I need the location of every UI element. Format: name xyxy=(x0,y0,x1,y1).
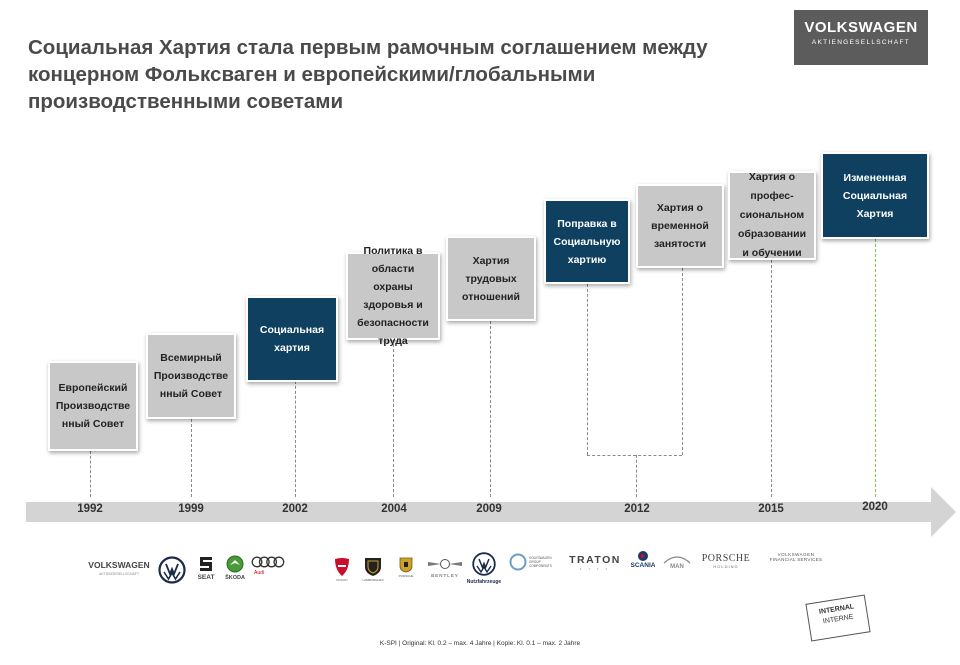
milestone-2020-box xyxy=(821,152,929,239)
ducati-shield-icon xyxy=(333,557,351,577)
brand-components-text: VOLKSWAGEN GROUP COMPONENTS xyxy=(529,556,552,568)
brand-vwfs-line1: VOLKSWAGEN xyxy=(777,552,815,557)
seat-emblem-icon xyxy=(199,556,213,572)
porsche-crest-icon xyxy=(399,557,413,573)
brand-porsche-holding-text: PORSCHE xyxy=(701,553,751,564)
milestone-2009-box xyxy=(446,236,536,321)
connector-2020 xyxy=(875,239,876,497)
connector-2015 xyxy=(771,260,772,497)
brand-ducati xyxy=(330,557,354,582)
bentley-wings-icon xyxy=(427,557,463,571)
milestone-2012-amendment-box xyxy=(544,199,630,284)
milestone-2015-label: Хартия о профес- сиональном образовании и обучении xyxy=(737,171,807,259)
traton-dots-icon: • • • • xyxy=(580,566,610,571)
milestone-2020-label: Измененная Социальная Хартия xyxy=(842,171,908,220)
year-2002: 2002 xyxy=(282,503,308,515)
connector-2004 xyxy=(393,339,394,497)
brand-skoda-text: ŠKODA xyxy=(225,575,245,581)
stamp-line2: INTERNE xyxy=(822,613,854,626)
milestone-2012-amendment-label: Поправка в Социальную хартию xyxy=(553,217,621,266)
page-title: Социальная Хартия стала первым рамочным соглашением между концерном Фольксваген и европейскими/глобальными производственными советами xyxy=(28,36,708,113)
connector-2009 xyxy=(490,321,491,497)
logo-name: VOLKSWAGEN xyxy=(804,19,918,36)
milestone-1992-label: Европейский Производстве нный Совет xyxy=(55,382,131,430)
brand-traton xyxy=(566,554,624,571)
vw-commercial-emblem-icon xyxy=(472,552,496,576)
milestone-2009-label: Хартия трудовых отношений xyxy=(462,254,520,303)
brand-vw-commercial-vehicles xyxy=(462,552,506,585)
milestone-1992-box xyxy=(48,361,138,451)
brand-volkswagen-ag xyxy=(82,560,156,576)
brand-vwfs-line2: FINANCIAL SERVICES xyxy=(769,557,823,562)
brand-porsche-holding-subtext: HOLDING xyxy=(713,564,739,569)
brand-nutzfahrzeuge-text: Nutzfahrzeuge xyxy=(466,579,502,585)
brand-audi xyxy=(251,556,287,576)
connector-1999 xyxy=(191,419,192,497)
milestone-2012-temporary-work-box xyxy=(636,184,724,268)
connector-2012-a xyxy=(587,284,588,455)
brand-lamborghini-text: LAMBORGHINI xyxy=(362,578,384,582)
milestone-1999-label: Всемирный Производстве нный Совет xyxy=(153,352,229,400)
brand-seat xyxy=(190,556,222,581)
year-2004: 2004 xyxy=(381,503,407,515)
year-1999: 1999 xyxy=(178,503,204,515)
brand-scania xyxy=(626,550,660,569)
brand-logos-row xyxy=(0,548,960,588)
year-2015: 2015 xyxy=(758,503,784,515)
brand-volkswagen-text: VOLKSWAGEN xyxy=(88,560,150,570)
connector-1992 xyxy=(90,451,91,497)
milestone-1999-box xyxy=(146,333,236,419)
connector-2012-stem xyxy=(636,455,637,497)
connector-2012-bracket xyxy=(587,455,682,456)
vw-emblem-icon xyxy=(158,556,186,584)
scania-griffin-icon xyxy=(637,550,649,562)
year-2020: 2020 xyxy=(862,501,888,513)
footer-classification-note: K-SPI | Original: Kl. 0.2 – max. 4 Jahre | Kopie: Kl. 0.1 – max. 2 Jahre xyxy=(379,640,581,647)
brand-bentley xyxy=(426,557,464,578)
milestone-2004-label: Политика в области охраны здоровья и безопасности труда xyxy=(357,245,429,347)
brand-audi-text: Audi xyxy=(254,570,265,576)
brand-skoda xyxy=(222,555,248,581)
brand-vw-group-components xyxy=(508,553,564,571)
brand-scania-text: SCANIA xyxy=(630,562,656,569)
milestone-2012-temporary-work-label: Хартия о временной занятости xyxy=(651,202,709,250)
brand-volkswagen-subtext: AKTIENGESELLSCHAFT xyxy=(98,572,140,576)
year-2009: 2009 xyxy=(476,503,502,515)
man-lion-icon xyxy=(662,554,692,564)
lamborghini-shield-icon xyxy=(364,557,382,577)
volkswagen-ag-logo xyxy=(794,10,928,65)
milestone-2004-box xyxy=(346,245,440,347)
brand-lamborghini xyxy=(359,557,387,582)
connector-2002 xyxy=(295,381,296,497)
audi-rings-icon xyxy=(251,556,285,568)
milestone-2015-box xyxy=(728,171,816,260)
internal-classification-stamp xyxy=(805,595,870,642)
brand-vw-financial-services xyxy=(758,552,834,562)
milestone-2002-label: Социальная хартия xyxy=(259,324,325,354)
brand-bentley-text: BENTLEY xyxy=(431,573,459,578)
brand-ducati-text: DUCATI xyxy=(336,578,348,582)
brand-traton-text: TRATON xyxy=(569,554,621,566)
connector-2012-b xyxy=(682,268,683,455)
stamp-line1: INTERNAL xyxy=(818,603,855,616)
milestone-2002-box xyxy=(246,296,338,382)
brand-man xyxy=(662,554,692,570)
year-2012: 2012 xyxy=(624,503,650,515)
brand-man-text: MAN xyxy=(670,564,684,570)
skoda-emblem-icon xyxy=(226,555,244,573)
components-emblem-icon xyxy=(509,553,527,571)
year-1992: 1992 xyxy=(77,503,103,515)
brand-seat-text: SEAT xyxy=(197,574,215,581)
logo-subtitle: AKTIENGESELLSCHAFT xyxy=(811,39,911,46)
brand-porsche xyxy=(392,557,420,578)
brand-porsche-text: PORSCHE xyxy=(398,574,414,578)
brand-porsche-holding xyxy=(696,553,756,569)
